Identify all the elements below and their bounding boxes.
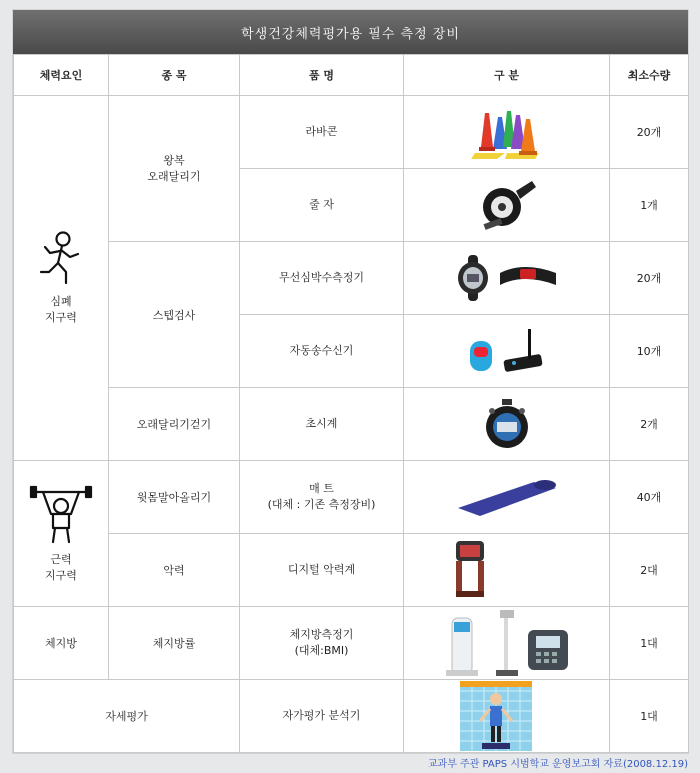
table-title: 학생건강체력평가용 필수 측정 장비 bbox=[13, 10, 688, 54]
item-image-cell bbox=[404, 607, 610, 680]
posture-analyzer-icon bbox=[460, 681, 532, 751]
item-name: 자동송수신기 bbox=[240, 315, 404, 388]
header-quantity: 최소수량 bbox=[610, 55, 689, 96]
equipment-table-panel bbox=[13, 10, 688, 753]
factor-cardio-cell bbox=[14, 96, 109, 461]
item-name: 무선심박수측정기 bbox=[240, 242, 404, 315]
event-shuttle-cell: 왕복 오래달리기 bbox=[109, 96, 240, 242]
item-quantity: 10개 bbox=[610, 315, 689, 388]
item-name: 줄 자 bbox=[240, 169, 404, 242]
header-factor: 체력요인 bbox=[14, 55, 109, 96]
factor-muscle-label: 근력 지구력 bbox=[45, 552, 77, 582]
item-quantity: 40개 bbox=[610, 461, 689, 534]
equipment-table bbox=[13, 54, 689, 753]
event-bmi-cell: 체지방률 bbox=[109, 607, 240, 680]
tape-measure-icon bbox=[472, 177, 542, 233]
running-person-icon bbox=[36, 230, 86, 286]
item-name: 자가평가 분석기 bbox=[240, 680, 404, 753]
event-grip-cell: 악력 bbox=[109, 534, 240, 607]
table-row bbox=[14, 534, 689, 607]
header-item-name: 품 명 bbox=[240, 55, 404, 96]
table-row bbox=[14, 242, 689, 315]
item-quantity: 20개 bbox=[610, 242, 689, 315]
item-quantity: 1대 bbox=[610, 680, 689, 753]
weightlifter-icon bbox=[29, 484, 93, 544]
header-category: 구 분 bbox=[404, 55, 610, 96]
item-image-cell bbox=[404, 315, 610, 388]
table-row bbox=[14, 96, 689, 169]
item-image-cell bbox=[404, 534, 610, 607]
item-name: 매 트 (대체 : 기존 측정장비) bbox=[240, 461, 404, 534]
cones-icon bbox=[467, 103, 547, 161]
item-image-cell bbox=[404, 96, 610, 169]
item-name: 디지털 악력계 bbox=[240, 534, 404, 607]
item-image-cell bbox=[404, 169, 610, 242]
body-fat-analyzer-icon bbox=[432, 608, 582, 678]
factor-posture-cell: 자세평가 bbox=[14, 680, 240, 753]
heart-rate-monitor-icon bbox=[452, 251, 562, 305]
item-name: 체지방측정기 (대체:BMI) bbox=[240, 607, 404, 680]
event-step-cell: 스텝검사 bbox=[109, 242, 240, 388]
item-quantity: 20개 bbox=[610, 96, 689, 169]
table-row bbox=[14, 680, 689, 753]
table-row bbox=[14, 461, 689, 534]
item-quantity: 1개 bbox=[610, 169, 689, 242]
item-name: 초시계 bbox=[240, 388, 404, 461]
factor-muscle-cell bbox=[14, 461, 109, 607]
item-image-cell bbox=[404, 680, 610, 753]
source-caption: 교과부 주관 PAPS 시범학교 운영보고회 자료(2008.12.19) bbox=[427, 759, 688, 770]
item-name: 라바콘 bbox=[240, 96, 404, 169]
table-row bbox=[14, 388, 689, 461]
stopwatch-icon bbox=[482, 397, 532, 451]
item-image-cell bbox=[404, 461, 610, 534]
item-quantity: 2개 bbox=[610, 388, 689, 461]
item-image-cell bbox=[404, 388, 610, 461]
item-quantity: 2대 bbox=[610, 534, 689, 607]
mat-icon bbox=[452, 474, 562, 520]
grip-dynamometer-icon bbox=[448, 539, 492, 601]
item-quantity: 1대 bbox=[610, 607, 689, 680]
table-row bbox=[14, 607, 689, 680]
factor-cardio-label: 심폐 지구력 bbox=[45, 295, 77, 324]
header-event: 종 목 bbox=[109, 55, 240, 96]
event-walk-cell: 오래달리기걷기 bbox=[109, 388, 240, 461]
item-image-cell bbox=[404, 242, 610, 315]
transceiver-icon bbox=[462, 323, 552, 379]
factor-bodyfat-cell: 체지방 bbox=[14, 607, 109, 680]
event-curl-cell: 윗몸말아올리기 bbox=[109, 461, 240, 534]
table-header-row bbox=[14, 55, 689, 96]
